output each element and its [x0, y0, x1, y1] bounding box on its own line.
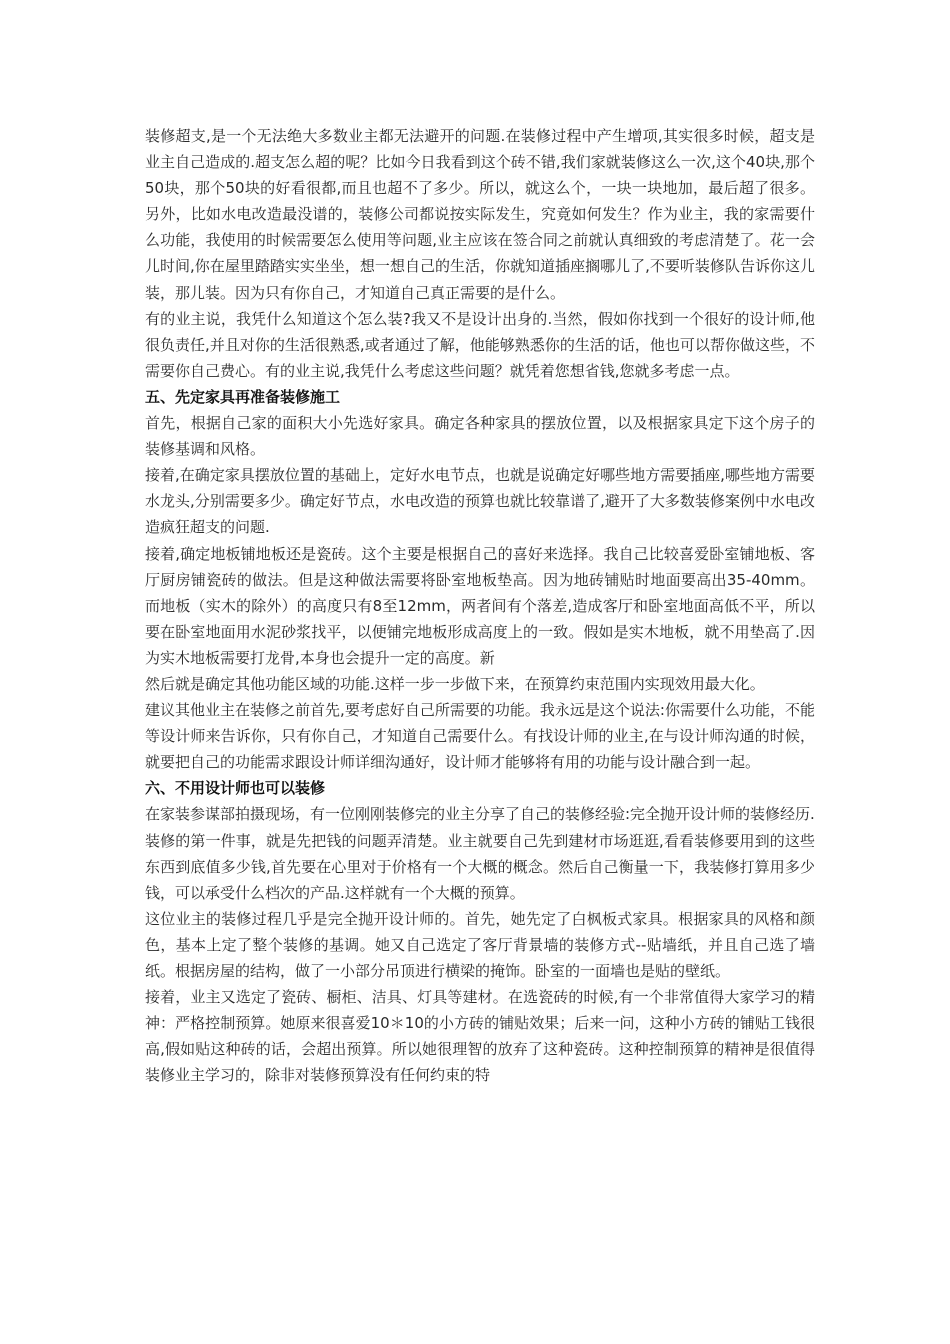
paragraph-advice: 建议其他业主在装修之前首先,要考虑好自己所需要的功能。我永远是这个说法:你需要什么功能，不能等设计师来告诉你，只有你自己，才知道自己需要什么。有找设计师的业主,在与设计师沟通的时候，就要把自己的功能需求跟设计师详细沟通好，设计师才能够将有用的功能与设计融合到一起。: [145, 701, 815, 772]
section-heading-5: 五、先定家具再准备装修施工: [145, 387, 341, 406]
paragraph-money-first: 装修的第一件事，就是先把钱的问题弄清楚。业主就要自己先到建材市场逛逛,看看装修要用到的这些东西到底值多少钱,首先要在心里对于价格有一个大概的概念。然后自己衡量一下，我装修打算用多少钱，可以承受什么档次的产品.这样就有一个大概的预算。: [145, 831, 815, 902]
document-body: [145, 123, 815, 1088]
paragraph-process: 这位业主的装修过程几乎是完全抛开设计师的。首先，她先定了白枫板式家具。根据家具的风格和颜色，基本上定了整个装修的基调。她又自己选定了客厅背景墙的装修方式--贴墙纸，并且自己选了墙纸。根据房屋的结构，做了一小部分吊顶进行横梁的掩饰。卧室的一面墙也是贴的壁纸。: [145, 909, 815, 980]
paragraph-plumbing-nodes: 接着,在确定家具摆放位置的基础上，定好水电节点，也就是说确定好哪些地方需要插座,哪些地方需要水龙头,分别需要多少。确定好节点，水电改造的预算也就比较靠谱了,避开了大多数装修案例中水电改造疯狂超支的问题.: [145, 466, 815, 537]
paragraph-choose-furniture: 首先，根据自己家的面积大小先选好家具。确定各种家具的摆放位置，以及根据家具定下这个房子的装修基调和风格。: [145, 414, 815, 459]
paragraph-overspending: 装修超支,是一个无法绝大多数业主都无法避开的问题.在装修过程中产生增项,其实很多时候，超支是业主自己造成的.超支怎么超的呢？比如今日我看到这个砖不错,我们家就装修这么一次,这个40块,那个50块，那个50块的好看很都,而且也超不了多少。所以，就这么个，一块一块地加，最后超了很多。另外，比如水电改造最没谱的，装修公司都说按实际发生，究竟如何发生？作为业主，我的家需要什么功能，我使用的时候需要怎么使用等问题,业主应该在签合同之前就认真细致的考虑清楚了。花一会儿时间,你在屋里踏踏实实坐坐，想一想自己的生活，你就知道插座搁哪儿了,不要听装修队告诉你这儿装，那儿装。因为只有你自己，才知道自己真正需要的是什么。: [145, 127, 815, 302]
paragraph-other-areas: 然后就是确定其他功能区域的功能.这样一步一步做下来，在预算约束范围内实现效用最大化。: [145, 674, 765, 693]
paragraph-owner-experience: 在家装参谋部拍摄现场，有一位刚刚装修完的业主分享了自己的装修经验:完全抛开设计师的装修经历.: [145, 805, 815, 824]
paragraph-floor-choice: 接着,确定地板铺地板还是瓷砖。这个主要是根据自己的喜好来选择。我自己比较喜爱卧室铺地板、客厅厨房铺瓷砖的做法。但是这种做法需要将卧室地板垫高。因为地砖铺贴时地面要高出35-40mm。而地板（实木的除外）的高度只有8至12mm，两者间有个落差,造成客厅和卧室地面高低不平，所以要在卧室地面用水泥砂浆找平，以便铺完地板形成高度上的一致。假如是实木地板，就不用垫高了.因为实木地板需要打龙骨,本身也会提升一定的高度。新: [145, 544, 815, 667]
paragraph-budget-control: 接着，业主又选定了瓷砖、橱柜、洁具、灯具等建材。在选瓷砖的时候,有一个非常值得大家学习的精神：严格控制预算。她原来很喜爱10＊10的小方砖的铺贴效果；后来一问，这种小方砖的铺贴工钱很高,假如贴这种砖的话，会超出预算。所以她很理智的放弃了这种瓷砖。这种控制预算的精神是很值得装修业主学习的，除非对装修预算没有任何约束的特: [145, 988, 815, 1085]
paragraph-designer-help: 有的业主说，我凭什么知道这个怎么装?我又不是设计出身的.当然，假如你找到一个很好的设计师,他很负责任,并且对你的生活很熟悉,或者通过了解，他能够熟悉你的生活的话，他也可以帮你做这些，不需要你自己费心。有的业主说,我凭什么考虑这些问题？就凭着您想省钱,您就多考虑一点。: [145, 309, 815, 380]
section-heading-6: 六、不用设计师也可以装修: [145, 779, 326, 798]
